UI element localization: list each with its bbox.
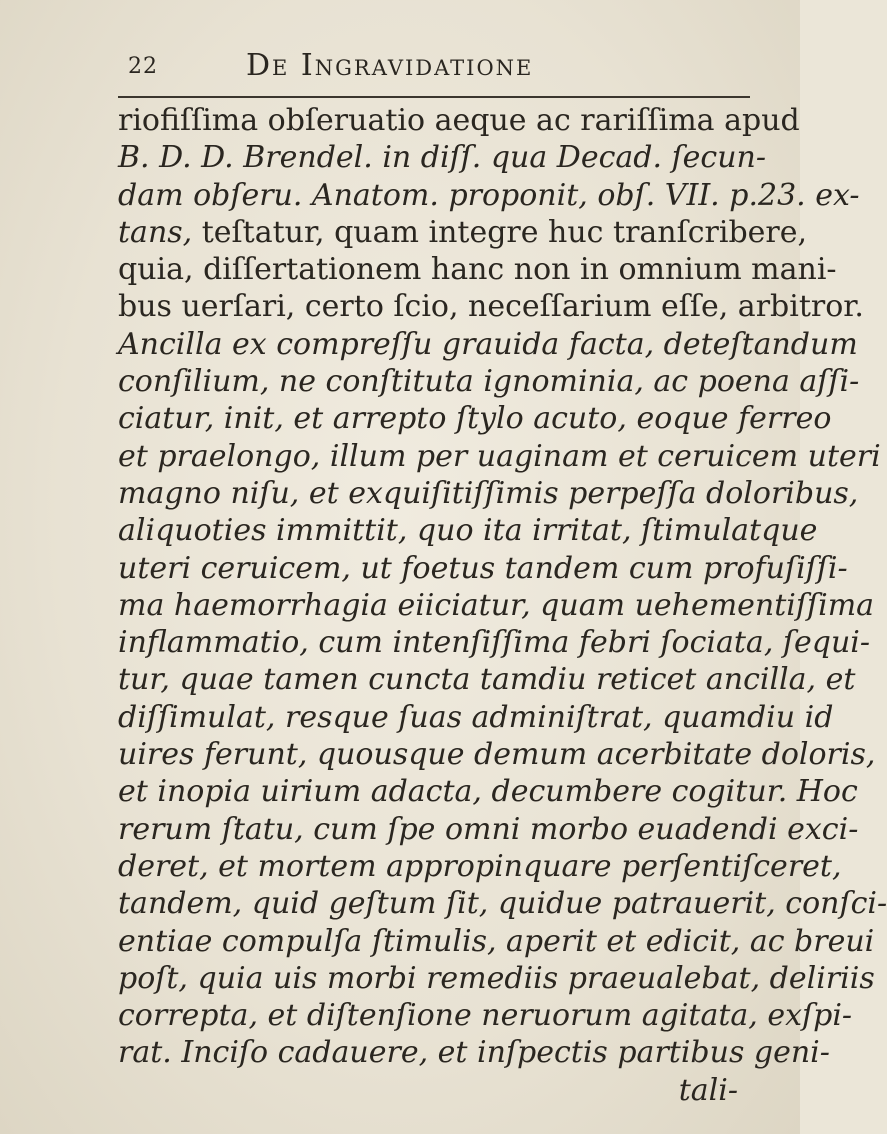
text-line [118, 139, 778, 176]
catchword: tali- [678, 1072, 738, 1108]
text-run: poſt, quia uis morbi remediis praeualebat, deliriis [118, 960, 875, 996]
text-line [118, 811, 859, 848]
page-number: 22 [128, 54, 158, 79]
text-line [118, 848, 842, 885]
text-run: aliquoties immittit, quo ita irritat, ſtimulatque [118, 513, 818, 549]
header-rule [118, 96, 750, 98]
text-line [118, 326, 858, 363]
text-line [118, 699, 834, 736]
text-line [118, 102, 800, 139]
text-run: Ancilla ex compreſſu grauida facta, deteſtandum [118, 326, 858, 362]
text-line [118, 214, 808, 251]
text-line [118, 661, 856, 698]
text-run: deret, et mortem appropinquare perſentiſceret, [118, 848, 842, 884]
text-line [118, 177, 860, 214]
text-run: bus uerſari, certo ſcio, neceſſarium eſſe, arbitror. [118, 289, 864, 325]
text-line [118, 288, 864, 325]
text-line [118, 997, 853, 1034]
text-line [118, 400, 832, 437]
text-run: inflammatio, cum intenſiſſima febri ſociata, ſequi- [118, 625, 871, 661]
text-line [118, 624, 871, 661]
text-line [118, 550, 848, 587]
text-run: uires ferunt, quousque demum acerbitate doloris, [118, 737, 876, 773]
text-run: correpta, et diſtenſione neruorum agitata, exſpi- [118, 998, 853, 1034]
text-run: conſilium, ne conſtituta ignominia, ac poena aſſi- [118, 364, 860, 400]
body-text [118, 102, 887, 1109]
text-line [118, 885, 887, 922]
text-line [118, 475, 859, 512]
text-run: diſſimulat, resque ſuas adminiſtrat, quamdiu id [118, 699, 834, 735]
text-run: riofiſſima obſeruatio aeque ac rariſſima apud [118, 103, 800, 138]
text-run: entiae compulſa ſtimulis, aperit et edicit, ac breui [118, 923, 875, 959]
text-run: tur, quae tamen cuncta tamdiu reticet ancilla, et [118, 662, 856, 698]
running-head-title: De Ingravidatione [246, 48, 534, 83]
text-line [118, 251, 837, 288]
text-run: rat. Inciſo cadauere, et inſpectis partibus geni- [118, 1035, 830, 1071]
text-line [118, 1034, 830, 1071]
text-run: quia, diſſertationem hanc non in omnium mani- [118, 252, 837, 288]
text-run: B. D. D. Brendel. in diſſ. qua Decad. ſecun- [118, 140, 767, 176]
running-head [128, 48, 768, 88]
text-run: tans, [118, 214, 193, 250]
text-line [118, 960, 875, 997]
text-run: teſtatur, quam integre huc tranſcribere, [192, 214, 808, 250]
text-run: rerum ſtatu, cum ſpe omni morbo euadendi exci- [118, 811, 859, 847]
text-line [118, 587, 875, 624]
text-run: ma haemorrhagia eiiciatur, quam uehementiſſima [118, 587, 875, 623]
text-run: ciatur, init, et arrepto ſtylo acuto, eoque ferreo [118, 401, 832, 437]
text-run: et praelongo, illum per uaginam et ceruicem uteri [118, 438, 881, 474]
text-run: uteri ceruicem, ut foetus tandem cum profuſiſſi- [118, 550, 848, 586]
text-line [118, 512, 818, 549]
text-line [118, 773, 858, 810]
text-run: dam obſeru. Anatom. proponit, obſ. VII. p.23. ex- [118, 177, 860, 213]
text-line [118, 923, 875, 960]
text-run: et inopia uirium adacta, decumbere cogitur. Hoc [118, 774, 858, 810]
text-run: tandem, quid geſtum ſit, quidue patrauerit, conſci- [118, 886, 887, 922]
text-line [118, 736, 876, 773]
text-line [118, 438, 881, 475]
text-line [118, 363, 860, 400]
text-run: magno niſu, et exquiſitiſſimis perpeſſa doloribus, [118, 475, 859, 511]
